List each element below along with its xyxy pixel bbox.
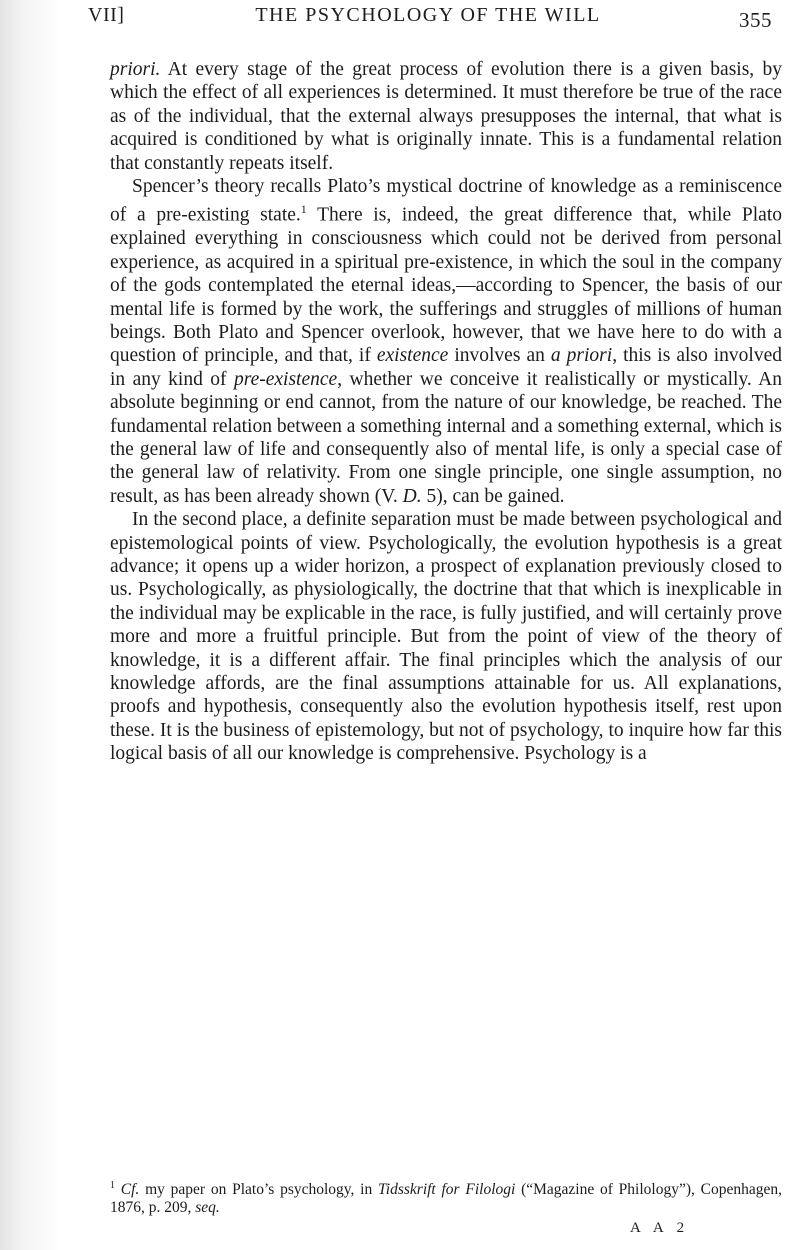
italic-text: priori. (110, 59, 161, 80)
printer-signature: A A 2 (630, 1220, 690, 1236)
body-text (110, 58, 782, 766)
running-header (88, 4, 772, 32)
page-gutter-shadow (0, 0, 60, 1250)
text-run: , this is also involved in any kind of (110, 345, 783, 390)
footnote-text (110, 1181, 782, 1216)
text-run: my paper on Plato’s psychology, in (139, 1181, 379, 1199)
text-run: At every stage of the great process of evolution there is a given basis, by which the effect of all experiences is determined. It must therefore be true of the race as of the individual, that the external always presupposes the internal, that what is acquired is conditioned by what is originally innate. This is a fundamental relation that constantly repeats itself. (110, 59, 782, 174)
paragraph (110, 58, 782, 175)
running-title: THE PSYCHOLOGY OF THE WILL (255, 4, 601, 26)
italic-text: pre-existence (233, 368, 338, 390)
italic-text: a priori (550, 345, 613, 367)
text-run: Spencer’s theory recalls Plato’s mystical doctrine of knowledge as a reminiscence of a pre-existing state. (110, 176, 782, 226)
paragraph (110, 175, 782, 508)
text-run: 5), can be gained. (421, 485, 565, 507)
text-run: In the second place, a definite separation must be made between psychological and epistemological points of view. Psychologically, the evolution hypothesis is a great advance; it opens up a wider horizon, a prospect of explanation previously closed to us. Psychologically, as physiologically, the doctrine that that which is inexplicable in the individual may be explicable in the race, is fully justified, and will certainly prove more and more a fruitful principle. But from the point of view of the theory of knowledge, it is a different affair. The final principles which the analysis of our knowledge affords, are the final assumptions attainable for us. All explanations, proofs and hypothesis, consequently also the evolution hypothesis itself, rest upon these. It is the business of epistemology, but not of psychology, to inquire how far this logical basis of all our knowledge is comprehensive. Psychology is a (110, 509, 782, 765)
italic-text: Cf. (115, 1181, 140, 1199)
text-run: , whether we conceive it realistically or mystically. An absolute beginning or end cannot, from the nature of our knowledge, be reached. The fundamental relation between a something internal and a something external, which is the general law of life and consequently also of mental life, is only a special case of the general law of relativity. From one single principle, one single assumption, no result, as has been already shown (V. (110, 368, 782, 507)
text-run: (“Magazine of Philology”), Copenhagen, 1876, p. 209, (110, 1181, 783, 1217)
italic-text: existence (376, 345, 449, 367)
chapter-number: VII] (88, 4, 125, 26)
text-run: There is, indeed, the great difference that, while Plato explained everything in consciousness which could not be derived from personal experience, as acquired in a spiritual pre-existence, in which the soul in the company of the gods contemplated the eternal ideas,—according to Spencer, the basis of our mental life is formed by the work, the sufferings and struggles of millions of human beings. Both Plato and Spencer overlook, however, that we have here to do with a question of principle, and that, if (110, 204, 782, 367)
footnote (110, 1177, 782, 1217)
paragraph (110, 508, 782, 765)
footnote-marker: 1 (110, 1180, 115, 1191)
text-run: involves an (448, 345, 551, 367)
italic-text: D. (402, 485, 422, 507)
italic-text: Tidsskrift for Filologi (378, 1181, 516, 1199)
italic-text: seq. (195, 1199, 220, 1217)
page-number: 355 (739, 8, 772, 32)
footnote-reference: 1 (300, 202, 307, 217)
